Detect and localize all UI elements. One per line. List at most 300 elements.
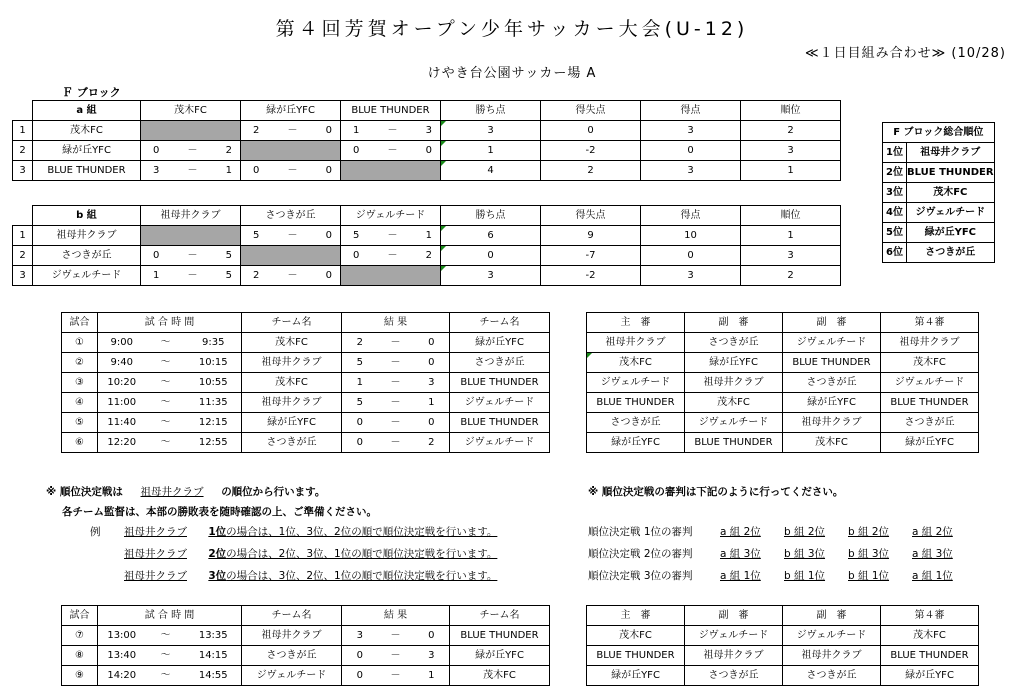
table-row [587,373,979,393]
referee-cell: 茂木FC [685,393,783,413]
example-text: の場合は、3位、2位、1位の順で順位決定戦を行います。 [226,570,498,582]
score-cell [241,121,341,141]
points-cell: 4 [441,161,541,181]
table-row [587,413,979,433]
score: 2 [253,125,260,136]
points-cell: 3 [441,121,541,141]
example-place: 3位 [208,570,227,582]
goal-diff-cell: 2 [541,161,641,181]
time-separator: 〜 [146,626,186,646]
corner-cell [13,101,33,121]
home-team: 祖母井クラブ [242,626,342,646]
referee-cell: さつきが丘 [783,373,881,393]
team-name: 祖母井クラブ [33,226,141,246]
table-row [883,183,995,203]
header-cell: 緑が丘YFC [241,101,341,121]
end-time: 14:55 [186,666,242,686]
table-row [62,666,550,686]
referee-cell: 茂木FC [783,433,881,453]
table-row [883,243,995,263]
away-team: BLUE THUNDER [450,626,550,646]
header-cell: 第４審 [881,313,979,333]
score: 0 [353,250,360,261]
rank-cell: 1 [741,226,841,246]
manager-note: 各チーム監督は、本部の勝敗表を随時確認の上、ご準備ください。 [62,506,377,518]
example-team: 祖母井クラブ [124,526,187,538]
referee-cell: 祖母井クラブ [587,333,685,353]
group-b-table [12,205,841,286]
score-dash: － [287,125,298,136]
score-dash: － [378,413,414,433]
score-dash: － [378,433,414,453]
home-team: 茂木FC [242,373,342,393]
home-score: 0 [342,433,378,453]
example-line [124,568,497,583]
start-time: 9:00 [98,333,146,353]
goals-cell: 0 [641,141,741,161]
time-separator: 〜 [146,666,186,686]
group-a-table [12,100,841,181]
referee-assign-cell: b 組 1位 [848,570,890,582]
referee-cell: 緑が丘YFC [587,666,685,686]
referee-assign-label: 順位決定戦 2位の審判 [588,548,693,560]
match-number: ① [62,333,98,353]
away-team: 茂木FC [450,666,550,686]
place-cell: 6位 [883,243,907,263]
start-time: 11:40 [98,413,146,433]
place-cell: 4位 [883,203,907,223]
goals-cell: 3 [641,121,741,141]
referee-assign-row [588,524,988,539]
table-row [587,626,979,646]
referee-cell: 茂木FC [881,626,979,646]
referee-assign-row [588,546,988,561]
example-text: の場合は、1位、3位、2位の順で順位決定戦を行います。 [226,526,498,538]
table-row [62,333,550,353]
points-cell: 0 [441,246,541,266]
team-name: ジヴェルチード [33,266,141,286]
header-cell: 副 審 [685,606,783,626]
team-name: BLUE THUNDER [907,163,995,183]
score-cell [241,266,341,286]
end-time: 14:15 [186,646,242,666]
home-score: 5 [342,353,378,373]
points-cell: 6 [441,226,541,246]
away-score: 0 [414,626,450,646]
header-cell: 勝ち点 [441,101,541,121]
referee-cell: ジヴェルチード [587,373,685,393]
home-team: 祖母井クラブ [242,353,342,373]
header-cell: 順位 [741,206,841,226]
away-team: BLUE THUNDER [450,413,550,433]
score: 1 [225,165,232,176]
row-number: 3 [13,161,33,181]
row-number: 3 [13,266,33,286]
referee-cell: BLUE THUNDER [783,353,881,373]
team-name: さつきが丘 [33,246,141,266]
start-time: 12:20 [98,433,146,453]
end-time: 13:35 [186,626,242,646]
referee-cell: 緑が丘YFC [783,393,881,413]
schedule-header-row [62,606,550,626]
header-cell: さつきが丘 [241,206,341,226]
goal-diff-cell: -2 [541,266,641,286]
goal-diff-cell: -7 [541,246,641,266]
header-cell: 得失点 [541,101,641,121]
referee-cell: さつきが丘 [881,413,979,433]
home-team: 茂木FC [242,333,342,353]
referee-cell: さつきが丘 [685,333,783,353]
score-cell [341,246,441,266]
start-time: 9:40 [98,353,146,373]
place-cell: 1位 [883,143,907,163]
score-cell [141,246,241,266]
score-dash: － [378,373,414,393]
away-team: 緑が丘YFC [450,646,550,666]
away-team: 緑が丘YFC [450,333,550,353]
rank-cell: 1 [741,161,841,181]
goals-cell: 10 [641,226,741,246]
table-row [883,143,995,163]
header-cell: b 組 [33,206,141,226]
header-cell: 祖母井クラブ [141,206,241,226]
away-score: 2 [414,433,450,453]
score-dash: － [378,333,414,353]
home-score: 2 [342,333,378,353]
header-cell: 茂木FC [141,101,241,121]
rank-cell: 3 [741,141,841,161]
venue-label: けやき台公園サッカー場 A [427,66,597,81]
row-number: 2 [13,246,33,266]
header-cell: 試 合 時 間 [98,313,242,333]
score-cell [341,141,441,161]
rank-cell: 2 [741,266,841,286]
referee-cell: 祖母井クラブ [881,333,979,353]
referee-cell: BLUE THUNDER [587,646,685,666]
goal-diff-cell: -2 [541,141,641,161]
header-cell: 結 果 [342,313,450,333]
schedule-table-1 [61,312,550,453]
score-cell [341,121,441,141]
page-title: 第４回芳賀オープン少年サッカー大会(U-12) [275,18,749,40]
place-cell: 5位 [883,223,907,243]
home-score: 0 [342,413,378,433]
table-row [62,353,550,373]
score: 2 [253,270,260,281]
page-subtitle: ≪１日目組み合わせ≫ (10/28) [805,46,1006,61]
score-cell [241,226,341,246]
start-time: 13:00 [98,626,146,646]
block-label: Ｆ ブロック [62,86,121,99]
score-dash: － [378,626,414,646]
referee-cell: 緑が丘YFC [881,666,979,686]
header-cell: 得失点 [541,206,641,226]
score-dash: － [378,353,414,373]
referee-assign-cell: a 組 1位 [720,570,761,582]
table-row [62,626,550,646]
table-row [883,163,995,183]
table-row [62,413,550,433]
score-dash: － [287,270,298,281]
time-separator: 〜 [146,373,186,393]
header-cell: 試合 [62,313,98,333]
score: 0 [325,230,332,241]
away-score: 0 [414,413,450,433]
home-team: 祖母井クラブ [242,393,342,413]
end-time: 10:15 [186,353,242,373]
home-score: 1 [342,373,378,393]
corner-cell [13,206,33,226]
referee-cell: 緑が丘YFC [587,433,685,453]
score-cell [141,161,241,181]
overall-ranking-table [882,122,995,263]
home-team: ジヴェルチード [242,666,342,686]
table-row [13,246,841,266]
row-number: 2 [13,141,33,161]
referee-cell: BLUE THUNDER [881,646,979,666]
score: 5 [225,250,232,261]
goals-cell: 3 [641,266,741,286]
self-match-cell [141,226,241,246]
score-dash: － [387,250,398,261]
header-cell: 副 審 [685,313,783,333]
referee-assign-cell: b 組 3位 [784,548,826,560]
away-score: 3 [414,646,450,666]
away-score: 1 [414,666,450,686]
score: 3 [153,165,160,176]
team-name: 茂木FC [33,121,141,141]
home-score: 0 [342,646,378,666]
self-match-cell [241,141,341,161]
header-cell: 得点 [641,101,741,121]
playoff-note-team: 祖母井クラブ [140,486,204,498]
time-separator: 〜 [146,413,186,433]
table-row [62,393,550,413]
referee-cell: 緑が丘YFC [881,433,979,453]
playoff-note-b: の順位から行います。 [221,486,326,498]
away-score: 0 [414,353,450,373]
score: 5 [225,270,232,281]
referee-assign-cell: b 組 2位 [784,526,826,538]
score-dash: － [187,270,198,281]
away-score: 0 [414,333,450,353]
header-cell: a 組 [33,101,141,121]
home-score: 5 [342,393,378,413]
score: 0 [425,145,432,156]
schedule-header-row [62,313,550,333]
score-dash: － [378,393,414,413]
away-team: ジヴェルチード [450,433,550,453]
team-name: 緑が丘YFC [33,141,141,161]
score-dash: － [187,145,198,156]
row-number: 1 [13,121,33,141]
score: 1 [425,230,432,241]
example-line [124,546,497,561]
header-cell: チーム名 [450,606,550,626]
time-separator: 〜 [146,333,186,353]
rank-cell: 2 [741,121,841,141]
table-row [62,646,550,666]
schedule-table-2 [61,605,550,686]
referee-header-row [587,313,979,333]
team-name: 緑が丘YFC [907,223,995,243]
header-cell: ジヴェルチード [341,206,441,226]
referee-cell: ジヴェルチード [685,626,783,646]
self-match-cell [341,266,441,286]
score: 0 [325,270,332,281]
header-cell: 主 審 [587,313,685,333]
referee-cell: BLUE THUNDER [881,393,979,413]
score-dash: － [387,230,398,241]
start-time: 14:20 [98,666,146,686]
place-cell: 3位 [883,183,907,203]
goal-diff-cell: 0 [541,121,641,141]
referee-assign-cell: a 組 1位 [912,570,953,582]
away-team: ジヴェルチード [450,393,550,413]
referee-cell: 緑が丘YFC [685,353,783,373]
points-cell: 3 [441,266,541,286]
referee-cell: BLUE THUNDER [685,433,783,453]
time-separator: 〜 [146,353,186,373]
score: 3 [425,125,432,136]
score: 0 [325,165,332,176]
score-dash: － [187,165,198,176]
referee-assign-cell: a 組 3位 [720,548,761,560]
end-time: 12:55 [186,433,242,453]
score-cell [141,266,241,286]
goal-diff-cell: 9 [541,226,641,246]
match-number: ⑥ [62,433,98,453]
example-text: の場合は、2位、3位、1位の順で順位決定戦を行います。 [226,548,498,560]
referee-assign-cell: a 組 3位 [912,548,953,560]
table-row [13,121,841,141]
referee-cell: BLUE THUNDER [587,393,685,413]
referee-assign-label: 順位決定戦 1位の審判 [588,526,693,538]
header-cell: 試合 [62,606,98,626]
referee-cell: 茂木FC [881,353,979,373]
table-row [587,646,979,666]
header-cell: 第４審 [881,606,979,626]
header-cell: 結 果 [342,606,450,626]
points-cell: 1 [441,141,541,161]
referee-cell: さつきが丘 [587,413,685,433]
team-name: BLUE THUNDER [33,161,141,181]
home-score: 3 [342,626,378,646]
away-score: 3 [414,373,450,393]
table-row [13,226,841,246]
referee-assign-cell: a 組 2位 [720,526,761,538]
example-line [124,524,497,539]
score: 0 [153,250,160,261]
referee-assign-cell: b 組 1位 [784,570,826,582]
example-team: 祖母井クラブ [124,570,187,582]
score-dash: － [387,125,398,136]
goals-cell: 3 [641,161,741,181]
end-time: 9:35 [186,333,242,353]
score-dash: － [387,145,398,156]
group-a-header-row [13,101,841,121]
header-cell: 主 審 [587,606,685,626]
referee-assign-label: 順位決定戦 3位の審判 [588,570,693,582]
overall-title: F ブロック総合順位 [883,123,995,143]
referee-cell: さつきが丘 [685,666,783,686]
score: 2 [425,250,432,261]
place-cell: 2位 [883,163,907,183]
example-label: 例 [90,526,101,538]
example-team: 祖母井クラブ [124,548,187,560]
row-number: 1 [13,226,33,246]
team-name: さつきが丘 [907,243,995,263]
end-time: 12:15 [186,413,242,433]
score-dash: － [378,646,414,666]
score: 0 [353,145,360,156]
end-time: 10:55 [186,373,242,393]
playoff-note [46,484,325,499]
example-place: 1位 [208,526,227,538]
referee-cell: 茂木FC [587,626,685,646]
home-score: 0 [342,666,378,686]
home-team: さつきが丘 [242,646,342,666]
score-cell [341,226,441,246]
time-separator: 〜 [146,393,186,413]
table-row [883,223,995,243]
table-row [587,433,979,453]
table-row [13,141,841,161]
header-cell: 副 審 [783,313,881,333]
referee-assign-row [588,568,988,583]
table-row [62,373,550,393]
away-team: さつきが丘 [450,353,550,373]
table-row [883,203,995,223]
referee-cell: ジヴェルチード [783,333,881,353]
match-number: ⑦ [62,626,98,646]
team-name: 祖母井クラブ [907,143,995,163]
referee-cell: ジヴェルチード [685,413,783,433]
score-dash: － [187,250,198,261]
referee-cell: 茂木FC [587,353,685,373]
table-row [13,266,841,286]
header-cell: チーム名 [242,313,342,333]
referee-note: ※ 順位決定戦の審判は下記のように行ってください。 [588,486,844,498]
time-separator: 〜 [146,433,186,453]
self-match-cell [341,161,441,181]
header-cell: チーム名 [450,313,550,333]
team-name: 茂木FC [907,183,995,203]
score-dash: － [287,230,298,241]
match-number: ⑤ [62,413,98,433]
score: 5 [353,230,360,241]
score-dash: － [378,666,414,686]
referee-table-1 [586,312,979,453]
referee-cell: さつきが丘 [783,666,881,686]
score: 0 [325,125,332,136]
score-cell [141,141,241,161]
referee-header-row [587,606,979,626]
rank-cell: 3 [741,246,841,266]
example-place: 2位 [208,548,227,560]
referee-cell: ジヴェルチード [881,373,979,393]
match-number: ② [62,353,98,373]
match-number: ③ [62,373,98,393]
header-cell: 順位 [741,101,841,121]
table-row [587,393,979,413]
score: 1 [353,125,360,136]
start-time: 13:40 [98,646,146,666]
referee-cell: 祖母井クラブ [685,646,783,666]
referee-assign-cell: b 組 2位 [848,526,890,538]
goals-cell: 0 [641,246,741,266]
referee-assign-cell: b 組 3位 [848,548,890,560]
